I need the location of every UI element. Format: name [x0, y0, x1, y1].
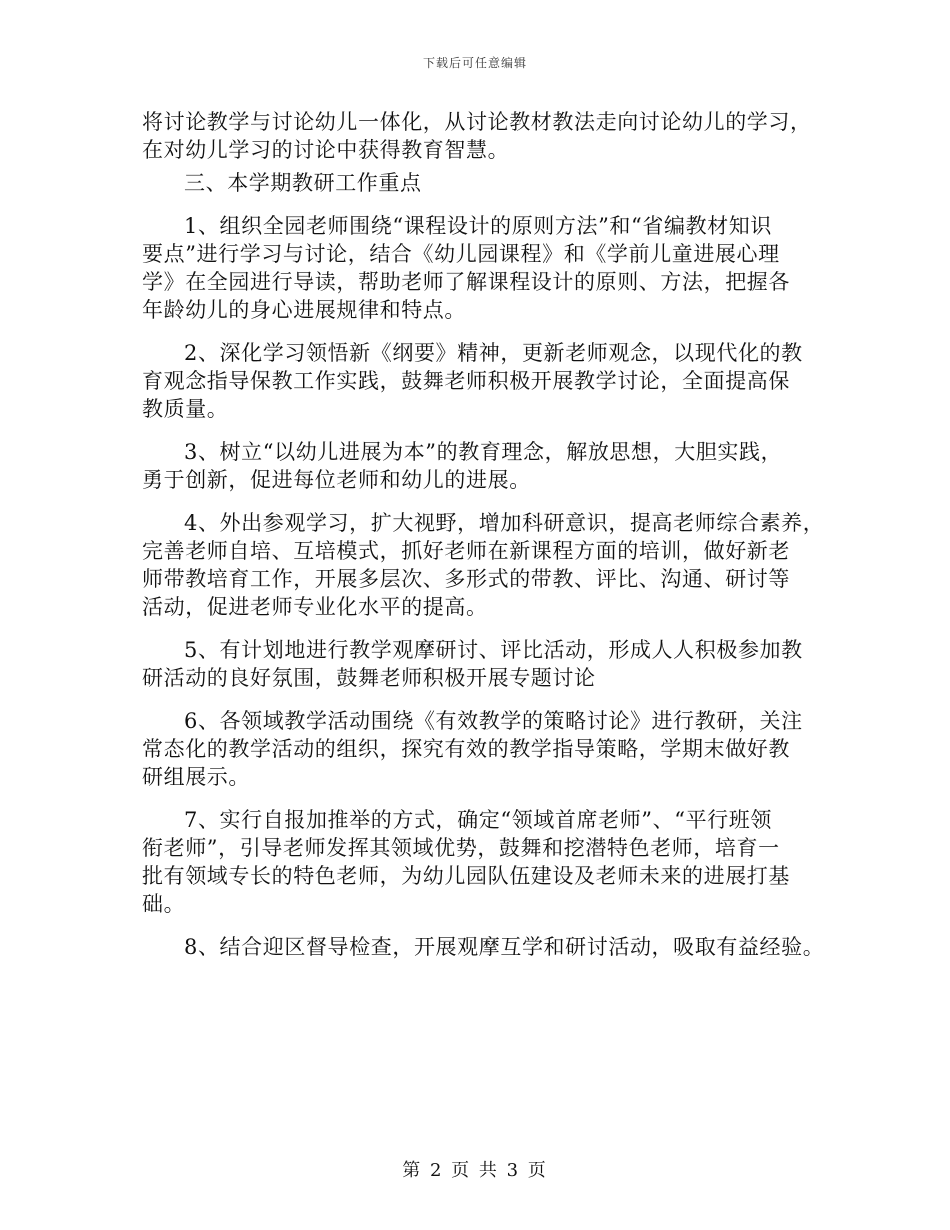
text-line: 要点”进行学习与讨论，结合《幼儿园课程》和《学前儿童进展心理 — [142, 242, 780, 266]
text-line: 研组展示。 — [142, 765, 250, 789]
text-line: 3、树立“以幼儿进展为本”的教育理念，解放思想，大胆实践， — [184, 440, 783, 464]
text-line: 7、实行自报加推举的方式，确定“领域首席老师”、“平行班领 — [184, 808, 772, 832]
text-line: 常态化的教学活动的组织，探究有效的教学指导策略，学期末做好教 — [142, 737, 790, 761]
text-line: 2、深化学习领悟新《纲要》精神，更新老师观念，以现代化的教 — [184, 341, 803, 365]
list-item-1 — [142, 212, 822, 324]
list-item-5 — [142, 636, 822, 692]
text-line: 6、各领域教学活动围绕《有效教学的策略讨论》进行教研，关注 — [184, 709, 803, 733]
text-line: 8、结合迎区督导检查，开展观摩互学和研讨活动，吸取有益经验。 — [184, 935, 825, 959]
heading-line: 三、本学期教研工作重点 — [184, 171, 422, 195]
document-body — [142, 108, 825, 961]
section-heading — [142, 169, 822, 197]
list-item-8 — [142, 933, 825, 961]
list-item-2 — [142, 339, 822, 423]
page-footer: 第 2 页 共 3 页 — [402, 1160, 548, 1181]
text-line: 础。 — [142, 892, 186, 916]
list-item-4 — [142, 509, 825, 621]
text-line: 研活动的良好氛围，鼓舞老师积极开展专题讨论 — [142, 666, 596, 690]
text-line: 衔老师”，引导老师发挥其领域优势，鼓舞和挖潜特色老师，培育一 — [142, 836, 780, 860]
paragraph-continuation — [142, 108, 822, 164]
list-item-6 — [142, 707, 822, 791]
text-line: 1、组织全园老师围绕“课程设计的原则方法”和“省编教材知识 — [184, 214, 772, 238]
list-item-3 — [142, 438, 822, 494]
list-item-7 — [142, 806, 822, 918]
text-line: 活动，促进老师专业化水平的提高。 — [142, 595, 488, 619]
text-line: 勇于创新，促进每位老师和幼儿的进展。 — [142, 468, 531, 492]
text-line: 育观念指导保教工作实践，鼓舞老师积极开展教学讨论，全面提高保 — [142, 369, 790, 393]
text-line: 5、有计划地进行教学观摩研讨、评比活动，形成人人积极参加教 — [184, 638, 803, 662]
text-line: 将讨论教学与讨论幼儿一体化，从讨论教材教法走向讨论幼儿的学习， — [142, 110, 812, 134]
text-line: 学》在全园进行导读，帮助老师了解课程设计的原则、方法，把握各 — [142, 270, 790, 294]
text-line: 师带教培育工作，开展多层次、多形式的带教、评比、沟通、研讨等 — [142, 567, 790, 591]
page-header: 下载后可任意编辑 — [422, 56, 527, 70]
text-line: 完善老师自培、互培模式，抓好老师在新课程方面的培训，做好新老 — [142, 539, 790, 563]
text-line: 在对幼儿学习的讨论中获得教育智慧。 — [142, 138, 510, 162]
text-line: 教质量。 — [142, 397, 229, 421]
text-line: 4、外出参观学习，扩大视野，增加科研意识，提高老师综合素养， — [184, 511, 825, 535]
text-line: 批有领域专长的特色老师，为幼儿园队伍建设及老师未来的进展打基 — [142, 864, 790, 888]
text-line: 年龄幼儿的身心进展规律和特点。 — [142, 298, 466, 322]
